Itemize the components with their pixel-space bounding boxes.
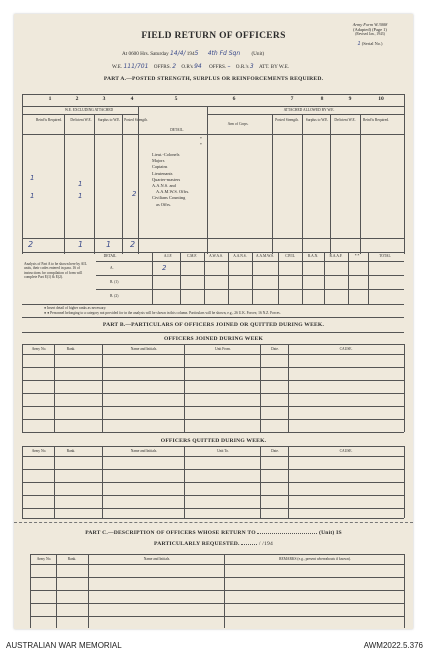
hw-col1-b: 1 [30, 192, 35, 200]
part-c-title-2: PARTICULARLY REQUESTED. / /194 [154, 541, 273, 547]
rank-lieut-colonels: Lieut.-Colonels [152, 152, 180, 157]
we-line: W.E. 111/701 OFFRS. 2 O.R's 94 OFFRS. – O.R.'s 3 ATT. BY W.E. [112, 63, 290, 70]
rank-details-list [152, 152, 189, 208]
rank-quartermasters: Quarter-masters [152, 176, 181, 182]
arm-header: Arm of Corps. [227, 122, 249, 126]
reinfs-header: Reinf'ts Required. [36, 118, 62, 122]
joined-table: Army No. Rank. Name and Initials. Unit From. Date. CAUSE. [22, 344, 404, 432]
time-line: At 0600 Hrs. Saturday 14/4/ 1945 4th Fd Sqn (Unit) [122, 50, 265, 57]
hw-col1-a: 1 [30, 174, 35, 182]
hw-total-2: 1 [78, 240, 84, 249]
footer-accession-number: AWM2022.5.376 [363, 641, 423, 650]
part-b-title: PART B.—PARTICULARS OF OFFICERS JOINED OR QUITTED DURING WEEK. [102, 322, 325, 328]
part-c-table: Army No. Rank. Name and Initials. REMARKS (e.g., present whereabouts if known). [30, 554, 404, 628]
posted2-header: Posted Strength. [275, 118, 299, 122]
rank-majors: Majors [152, 158, 165, 164]
analysis-table: DETAIL A.I.F. C.M.F. A.W.A.S. A.A.N.S. A.A.M.W.S. CIVIL R.A.N. R.A.A.F. * * TOTAL A. B. (1) B. (2) 2 [96, 252, 404, 304]
rank-aans: A.A.N.S. and [152, 183, 176, 189]
rank-civilians: Civilians Counting [152, 195, 186, 201]
part-a-title: PART A.—POSTED STRENGTH, SURPLUS OR REINFORCEMENTS REQUIRED. [103, 76, 324, 82]
form-identifier: Army Form W.3008 (Adapted) (Page 1) (Revised Jan., 1943) 1 (Serial No.) [352, 22, 388, 47]
surplus-header: Surplus to W.E. [97, 118, 121, 122]
we-excluding-header: W.E. EXCLUDING ATTACHED [64, 108, 114, 112]
column-numbers: 1 2 3 4 5 6 7 8 9 10 [48, 96, 384, 102]
analysis-instructions: Analysis of Part A to be shown here by AIL units, their codes entered in para. 16 of instructions for compilation of form will complete Part E(1) & E(2). [24, 262, 87, 279]
hw-col2-b: 1 [78, 192, 83, 200]
joined-title: OFFICERS JOINED DURING WEEK [163, 336, 263, 342]
form-title: FIELD RETURN OF OFFICERS [141, 31, 286, 41]
attached-allowed-header: ATTACHED ALLOWED BY W.E. [283, 108, 335, 112]
hw-total-4: 2 [130, 240, 136, 249]
footer-institution: AUSTRALIAN WAR MEMORIAL [6, 641, 122, 650]
quitted-title: OFFICERS QUITTED DURING WEEK. [160, 438, 267, 444]
detail-header: DETAIL. [170, 128, 184, 132]
hw-total-1: 2 [28, 240, 34, 249]
deficient-header: Deficient W.E. [70, 118, 92, 122]
rank-as-offrs: as Offrs. [156, 201, 172, 207]
archive-footer [0, 640, 429, 653]
rank-captains: Captains [152, 164, 168, 170]
quitted-table: Army No. Rank. Name and Initials. Unit To. Date. CAUSE. [22, 446, 404, 518]
form-page [14, 14, 413, 629]
detail-asterisks: * * [200, 137, 202, 147]
surplus2-header: Surplus to W.E. [305, 118, 329, 122]
reinfs2-header: Reinf'ts Required. [363, 118, 389, 122]
hw-col4: 2 [132, 190, 137, 198]
hw-analysis-aif: 2 [162, 264, 167, 272]
deficient2-header: Deficient W.E. [334, 118, 356, 122]
rank-aamws: A.A.M.W.S. Offrs. [156, 189, 190, 195]
hw-total-3: 1 [106, 240, 112, 249]
posted-header: Posted Strength. [124, 118, 148, 122]
rank-lieutenants: Lieutenants [152, 170, 173, 176]
footnotes: ● Insert detail of higher ranks as necessary. ● ● Personnel belonging to a category not provided for in the analysis will be shown in this column. Particulars will be shown, e.g., 26 U.K. Forces; 16 N.Z. Forces. [44, 306, 281, 315]
hw-col2-a: 1 [78, 180, 83, 188]
part-c-title: PART C.—DESCRIPTION OF OFFICERS WHOSE RETURN TO (Unit) IS [85, 530, 342, 536]
